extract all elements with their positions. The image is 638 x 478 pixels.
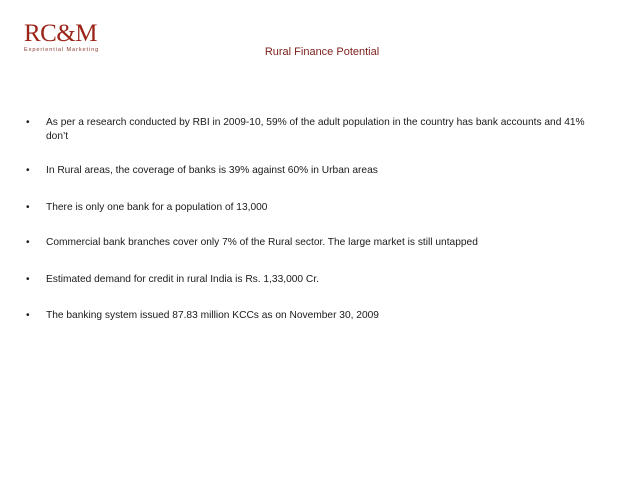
bullet-text: Estimated demand for credit in rural India is Rs. 1,33,000 Cr.: [46, 274, 319, 285]
logo-tagline: Experiential Marketing: [24, 47, 100, 53]
bullet-item-credit-demand: [26, 273, 606, 287]
bullet-item-population: [26, 201, 606, 215]
logo-wordmark: RC&M: [24, 20, 98, 47]
slide-title: Rural Finance Potential: [264, 46, 380, 58]
bullet-item-coverage: [26, 164, 606, 178]
bullet-text: As per a research conducted by RBI in 2009-10, 59% of the adult population in the country has bank accounts and 41% don’t: [46, 117, 585, 142]
bullet-text: Commercial bank branches cover only 7% of the Rural sector. The large market is still untapped: [46, 237, 478, 248]
bullet-icon: •: [26, 117, 30, 128]
bullet-item-kcc: [26, 309, 606, 323]
bullet-icon: •: [26, 202, 30, 213]
bullet-item-research: [26, 116, 606, 144]
bullet-icon: •: [26, 310, 30, 321]
bullet-icon: •: [26, 274, 30, 285]
bullet-text: In Rural areas, the coverage of banks is 39% against 60% in Urban areas: [46, 165, 378, 176]
bullet-item-branches: [26, 236, 606, 250]
bullet-icon: •: [26, 237, 30, 248]
bullet-text: There is only one bank for a population of 13,000: [46, 202, 268, 213]
bullet-text: The banking system issued 87.83 million KCCs as on November 30, 2009: [46, 310, 379, 321]
bullet-icon: •: [26, 165, 30, 176]
